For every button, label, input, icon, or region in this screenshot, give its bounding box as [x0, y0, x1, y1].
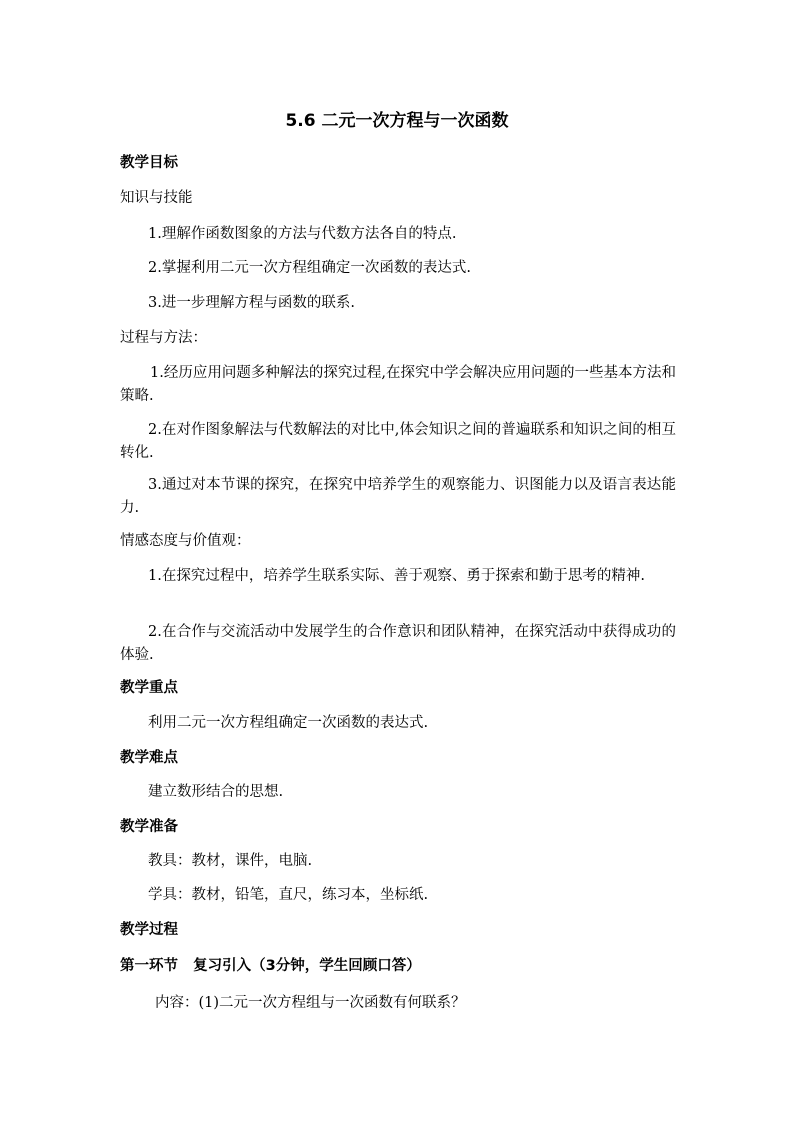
prep-student-tools: 学具：教材，铅笔，直尺，练习本，坐标纸.: [148, 887, 429, 903]
process-item-1: 1.经历应用问题多种解法的探究过程,在探究中学会解决应用问题的一些基本方法和策略.: [120, 365, 676, 404]
prep-teacher-tools: 教具：教材，课件，电脑.: [148, 853, 313, 869]
section-heading-key: 教学重点: [120, 680, 178, 696]
attitude-item-2: 2.在合作与交流活动中发展学生的合作意识和团队精神，在探究活动中获得成功的体验.: [120, 624, 676, 663]
knowledge-item-1: 1.理解作函数图象的方法与代数方法各自的特点.: [148, 226, 457, 242]
difficulty-text: 建立数形结合的思想.: [148, 784, 284, 800]
key-point-text: 利用二元一次方程组确定一次函数的表达式.: [148, 715, 429, 731]
knowledge-item-2: 2.掌握利用二元一次方程组确定一次函数的表达式.: [148, 260, 471, 276]
process-item-2: 2.在对作图象解法与代数解法的对比中,体会知识之间的普遍联系和知识之间的相互转化.: [120, 422, 676, 461]
subheading-attitude: 情感态度与价值观：: [120, 533, 251, 549]
attitude-item-1: 1.在探究过程中，培养学生联系实际、善于观察、勇于探索和勤于思考的精神.: [148, 568, 645, 584]
section-heading-prep: 教学准备: [120, 819, 178, 835]
subheading-process: 过程与方法：: [120, 330, 207, 346]
section-heading-process: 教学过程: [120, 922, 178, 938]
page-title: 5.6 二元一次方程与一次函数: [285, 111, 509, 131]
section-heading-objectives: 教学目标: [120, 155, 178, 171]
section-heading-difficulty: 教学难点: [120, 750, 178, 766]
knowledge-item-3: 3.进一步理解方程与函数的联系.: [148, 295, 355, 311]
subheading-knowledge: 知识与技能: [120, 190, 193, 206]
step1-content: 内容：(1)二元一次方程组与一次函数有何联系？: [155, 995, 466, 1011]
process-item-3: 3.通过对本节课的探究，在探究中培养学生的观察能力、识图能力以及语言表达能力.: [120, 477, 676, 516]
step1-heading: 第一环节 复习引入（3分钟，学生回顾口答）: [120, 958, 421, 974]
